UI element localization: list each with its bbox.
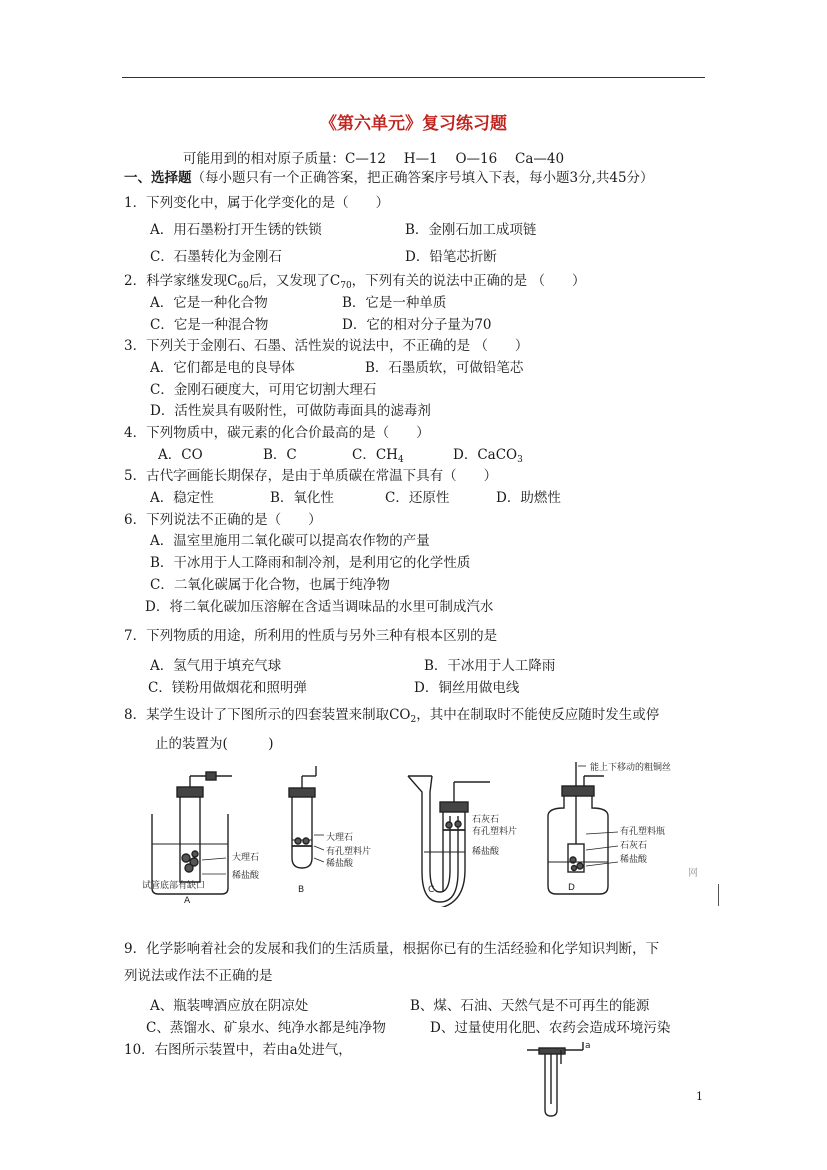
q2-stem-text1: 2．科学家继发现C bbox=[124, 273, 238, 289]
q5-option-c: C．还原性 bbox=[385, 490, 450, 506]
q8-a-letter: A bbox=[184, 896, 191, 906]
q9-option-c: C、蒸馏水、矿泉水、纯净水都是纯净物 bbox=[146, 1020, 386, 1036]
q5-option-a: A．稳定性 bbox=[150, 490, 214, 506]
q9-stem-line2: 列说法或作法不正确的是 bbox=[124, 968, 273, 984]
q6-stem: 6．下列说法不正确的是（ ） bbox=[124, 512, 322, 528]
q4-option-d-text: D．CaCO bbox=[453, 447, 518, 463]
page-number: 1 bbox=[696, 1090, 703, 1103]
q5-stem: 5．古代字画能长期保存，是由于单质碳在常温下具有（ ） bbox=[124, 468, 498, 484]
q10-stem: 10．右图所示装置中，若由a处进气， bbox=[124, 1042, 352, 1058]
q8-stem-text1: 8．某学生设计了下图所示的四套装置来制取CO bbox=[124, 707, 411, 723]
q4-option-d-sub: 3 bbox=[517, 455, 523, 465]
q9-option-a: A、瓶装啤酒应放在阴凉处 bbox=[150, 998, 309, 1014]
section-heading bbox=[124, 169, 654, 187]
q4-option-b: B．C bbox=[263, 447, 297, 463]
q8-c-label-plate: 有孔塑料片 bbox=[472, 827, 518, 837]
q8-a-label-note: 试管底部有缺口 bbox=[142, 881, 206, 891]
q8-watermark: 网 bbox=[688, 868, 698, 879]
q2-stem-text3: ，下列有关的说法中正确的是 （ ） bbox=[351, 273, 586, 289]
q8-b-letter: B bbox=[298, 885, 305, 895]
q6-option-d: D．将二氧化碳加压溶解在含适当调味品的水里可制成汽水 bbox=[145, 599, 494, 615]
q5-option-b: B．氧化性 bbox=[270, 490, 334, 506]
q8-c-letter: C bbox=[428, 885, 435, 895]
q8-d-label-limestone: 石灰石 bbox=[620, 841, 648, 851]
q8-b-label-plate: 有孔塑料片 bbox=[326, 847, 372, 857]
q2-option-a: A．它是一种化合物 bbox=[150, 295, 268, 311]
q4-stem: 4．下列物质中，碳元素的化合价最高的是（ ） bbox=[124, 425, 430, 441]
q7-option-b: B．干冰用于人工降雨 bbox=[424, 658, 556, 674]
header-rule bbox=[122, 77, 705, 78]
q1-option-d: D．铅笔芯折断 bbox=[405, 249, 497, 265]
q8-apparatus-figure bbox=[140, 762, 715, 907]
q9-stem-line1: 9．化学影响着社会的发展和我们的生活质量，根据你已有的生活经验和化学知识判断，下 bbox=[124, 941, 660, 957]
q7-stem: 7．下列物质的用途，所利用的性质与另外三种有根本区别的是 bbox=[124, 628, 498, 644]
q2-option-c: C．它是一种混合物 bbox=[150, 317, 269, 333]
section-title: 一、选择题 bbox=[124, 170, 192, 186]
q2-option-b: B．它是一种单质 bbox=[342, 295, 447, 311]
q7-option-a: A．氢气用于填充气球 bbox=[150, 658, 282, 674]
section-instruction: （每小题只有一个正确答案，把正确答案序号填入下表，每小题3分,共45分） bbox=[191, 170, 654, 186]
q9-option-d: D、过量使用化肥、农药会造成环境污染 bbox=[430, 1020, 671, 1036]
q6-option-c: C．二氧化碳属于化合物，也属于纯净物 bbox=[150, 577, 390, 593]
q2-sub1: 60 bbox=[237, 281, 249, 291]
q8-stem bbox=[124, 706, 659, 724]
q8-stem-line2: 止的装置为( ) bbox=[155, 736, 274, 752]
page-title: 《第六单元》复习练习题 bbox=[320, 114, 507, 134]
q8-d-label-bottle: 有孔塑料瓶 bbox=[620, 827, 666, 837]
q10-apparatus-figure bbox=[525, 1040, 595, 1120]
q8-d-label-acid: 稀盐酸 bbox=[620, 855, 648, 865]
q4-option-d bbox=[453, 446, 523, 464]
q8-sub: 2 bbox=[410, 715, 417, 725]
q3-option-b: B．石墨质软，可做铅笔芯 bbox=[365, 360, 524, 376]
q1-option-c: C．石墨转化为金刚石 bbox=[150, 249, 282, 265]
atomic-masses: 可能用到的相对原子质量：C—12 H—1 O—16 Ca—40 bbox=[183, 151, 565, 167]
q8-a-label-marble: 大理石 bbox=[232, 853, 260, 863]
q10-label-a: a bbox=[585, 1041, 591, 1051]
q4-option-c-sub: 4 bbox=[397, 455, 404, 465]
q1-stem: 1．下列变化中，属于化学变化的是（ ） bbox=[124, 195, 390, 211]
q8-b-label-acid: 稀盐酸 bbox=[326, 859, 354, 869]
q4-option-c bbox=[352, 446, 404, 464]
q8-d-letter: D bbox=[568, 883, 575, 893]
q2-stem-text2: 后，又发现了C bbox=[248, 273, 341, 289]
q1-option-a: A．用石墨粉打开生锈的铁锁 bbox=[150, 222, 322, 238]
q3-option-d: D．活性炭具有吸附性，可做防毒面具的滤毒剂 bbox=[150, 403, 431, 419]
q4-option-a: A．CO bbox=[158, 447, 203, 463]
q6-option-b: B．干冰用于人工降雨和制冷剂，是利用它的化学性质 bbox=[150, 555, 471, 571]
q3-option-c: C．金刚石硬度大，可用它切割大理石 bbox=[150, 382, 377, 398]
q2-sub2: 70 bbox=[340, 281, 352, 291]
margin-mark bbox=[718, 884, 719, 906]
q8-a-label-acid: 稀盐酸 bbox=[232, 871, 260, 881]
q2-stem bbox=[124, 272, 585, 290]
q8-c-label-acid: 稀盐酸 bbox=[472, 847, 500, 857]
q3-option-a: A．它们都是电的良导体 bbox=[150, 360, 295, 376]
q9-option-b: B、煤、石油、天然气是不可再生的能源 bbox=[410, 998, 650, 1014]
q3-stem: 3．下列关于金刚石、石墨、活性炭的说法中，不正确的是 （ ） bbox=[124, 338, 529, 354]
q7-option-c: C．镁粉用做烟花和照明弹 bbox=[148, 680, 307, 696]
q2-option-d: D．它的相对分子量为70 bbox=[342, 317, 492, 333]
q4-option-c-text: C．CH bbox=[352, 447, 398, 463]
q1-option-b: B．金刚石加工成项链 bbox=[405, 222, 537, 238]
q7-option-d: D．铜丝用做电线 bbox=[414, 680, 520, 696]
q8-stem-text2: ，其中在制取时不能使反应随时发生或停 bbox=[416, 707, 660, 723]
q5-option-d: D．助燃性 bbox=[496, 490, 561, 506]
q8-b-label-marble: 大理石 bbox=[326, 833, 354, 843]
q8-c-label-limestone: 石灰石 bbox=[472, 815, 500, 825]
q8-d-label-wire: 能上下移动的粗铜丝 bbox=[590, 763, 672, 773]
q6-option-a: A．温室里施用二氧化碳可以提高农作物的产量 bbox=[150, 533, 430, 549]
